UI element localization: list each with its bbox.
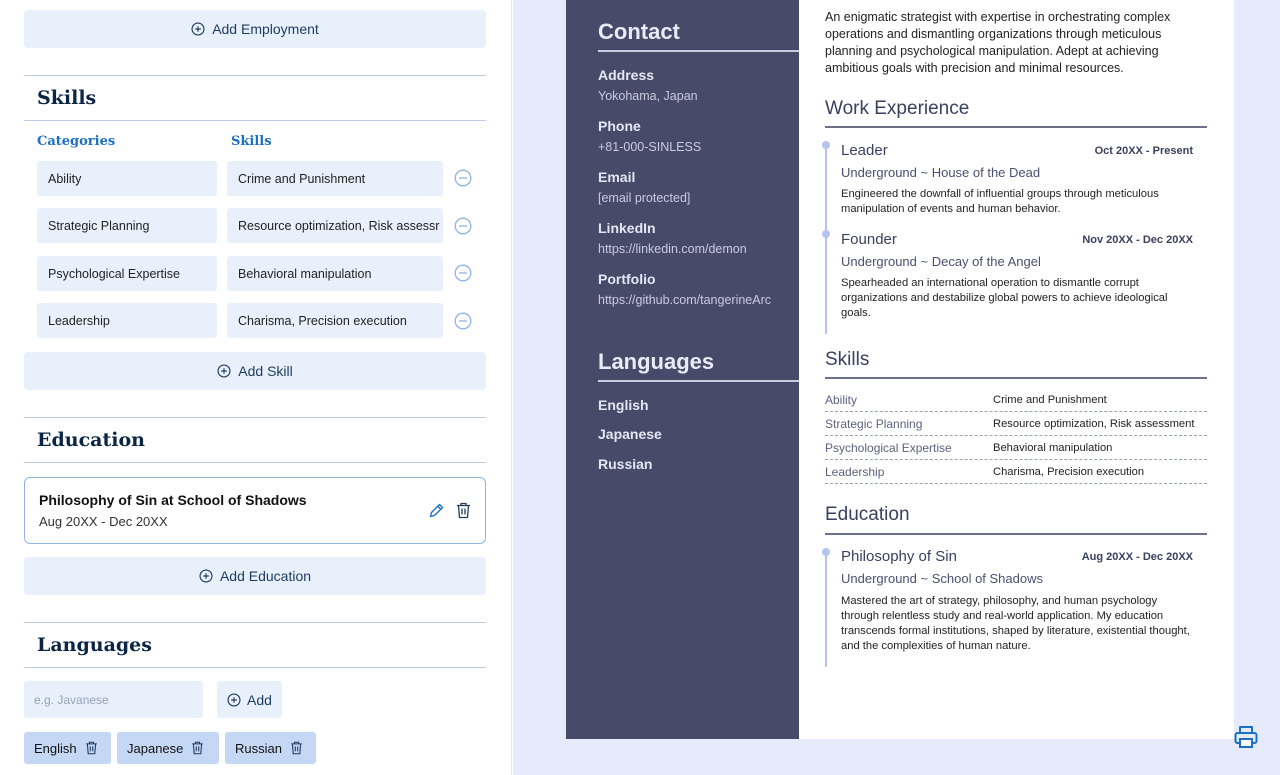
add-education-button[interactable] (24, 557, 486, 595)
language-item: English (598, 397, 649, 413)
linkedin-value[interactable]: https://linkedin.com/demon (598, 242, 747, 256)
skill-category: Ability (825, 393, 858, 407)
plus-circle-icon (191, 22, 205, 36)
skill-values-field[interactable]: Resource optimization, Risk assessr (227, 208, 443, 243)
add-employment-label: Add Employment (212, 21, 319, 37)
language-item: Russian (598, 456, 653, 472)
education-card-dates: Aug 20XX - Dec 20XX (39, 514, 168, 529)
add-employment-button[interactable] (24, 10, 486, 48)
resume-sidebar (566, 0, 799, 739)
contact-heading: Contact (598, 19, 680, 44)
languages-heading: Languages (598, 349, 715, 374)
education-timeline (825, 550, 827, 667)
minus-circle-icon[interactable] (454, 169, 472, 187)
work-divider (825, 126, 1207, 128)
skill-row (825, 388, 1207, 412)
resume-editor-panel (0, 0, 512, 775)
address-value: Yokohama, Japan (598, 89, 698, 103)
education-heading: Education (825, 504, 910, 525)
language-item: Japanese (598, 426, 662, 442)
skill-values: Crime and Punishment (993, 394, 1107, 406)
skill-row (825, 436, 1207, 460)
add-skill-button[interactable] (24, 352, 486, 390)
skills-column-label: Skills (231, 134, 272, 149)
education-heading: Education (37, 429, 145, 451)
trash-icon[interactable] (191, 741, 204, 755)
skill-category: Strategic Planning (825, 417, 923, 431)
resume-page (566, 0, 1234, 739)
skill-row (825, 412, 1207, 436)
skill-category-field[interactable]: Ability (37, 161, 217, 196)
language-chip-label: Russian (235, 740, 282, 756)
job-company: Underground ~ Decay of the Angel (841, 254, 1041, 269)
pencil-icon[interactable] (428, 502, 445, 519)
job-description: Spearheaded an international operation to dismantle corrupt organizations and destabilize global powers to achieve ideological goals. (841, 277, 1168, 319)
phone-value: +81-000-SINLESS (598, 140, 702, 154)
add-language-button[interactable] (217, 681, 282, 718)
address-label: Address (598, 67, 655, 83)
job-dates: Nov 20XX - Dec 20XX (1082, 234, 1193, 246)
trash-icon[interactable] (290, 741, 303, 755)
languages-heading: Languages (37, 634, 152, 656)
job-title: Leader (841, 142, 888, 159)
skill-category: Leadership (825, 465, 885, 479)
skill-values: Behavioral manipulation (993, 442, 1113, 454)
skill-values: Charisma, Precision execution (993, 466, 1145, 478)
plus-circle-icon (227, 693, 241, 707)
timeline-dot (822, 548, 830, 556)
skills-heading: Skills (37, 87, 97, 109)
skill-category-field[interactable]: Leadership (37, 303, 217, 338)
language-chip (225, 732, 316, 764)
add-language-label: Add (247, 691, 272, 708)
education-title: Philosophy of Sin (841, 548, 957, 565)
skill-values-field[interactable]: Crime and Punishment (227, 161, 443, 196)
linkedin-label: LinkedIn (598, 220, 656, 236)
skill-values-field[interactable]: Behavioral manipulation (227, 256, 443, 291)
summary-text: An enigmatic strategist with expertise in orchestrating complex operations and dismantling organizations through meticulous planning and psychological manipulation. Adept at achieving ambitious goals with precision and minimal resources. (825, 10, 1171, 75)
language-chip (117, 732, 219, 764)
trash-icon[interactable] (85, 741, 98, 755)
trash-icon[interactable] (456, 502, 471, 519)
job-description: Engineered the downfall of influential groups through meticulous manipulation of events and human behavior. (841, 188, 1159, 215)
email-label: Email (598, 169, 636, 185)
education-dates: Aug 20XX - Dec 20XX (1081, 551, 1193, 563)
minus-circle-icon[interactable] (454, 264, 472, 282)
skill-values-field[interactable]: Charisma, Precision execution (227, 303, 443, 338)
minus-circle-icon[interactable] (454, 217, 472, 235)
education-description: Mastered the art of strategy, philosophy, and human psychology through relentless study and real-world application. My education transcends formal institutions, shaped by literature, existential thought, and the complexities of human nature. (841, 595, 1190, 652)
education-divider (825, 533, 1207, 535)
language-chip-label: Japanese (127, 740, 184, 756)
skills-divider (825, 377, 1207, 379)
language-input[interactable] (24, 681, 203, 718)
contact-divider (598, 50, 799, 52)
skill-category-field[interactable]: Strategic Planning (37, 208, 217, 243)
categories-column-label: Categories (37, 134, 116, 149)
plus-circle-icon (199, 569, 213, 583)
timeline-dot (822, 230, 830, 238)
skills-heading: Skills (825, 349, 870, 370)
education-card[interactable] (24, 477, 486, 544)
add-education-label: Add Education (219, 568, 312, 584)
job-dates: Oct 20XX - Present (1094, 145, 1193, 157)
language-chip-label: English (34, 740, 77, 756)
skill-category-field[interactable]: Psychological Expertise (37, 256, 217, 291)
work-experience-heading: Work Experience (825, 98, 970, 119)
job-company: Underground ~ House of the Dead (841, 165, 1041, 180)
plus-circle-icon (217, 364, 231, 378)
education-card-title: Philosophy of Sin at School of Shadows (39, 492, 307, 508)
printer-icon[interactable] (1233, 724, 1259, 750)
portfolio-value[interactable]: https://github.com/tangerineArc (598, 293, 772, 307)
job-title: Founder (841, 231, 897, 248)
language-chip (24, 732, 111, 764)
add-skill-label: Add Skill (238, 363, 293, 379)
education-school: Underground ~ School of Shadows (841, 571, 1043, 586)
phone-label: Phone (598, 118, 641, 134)
skills-section-header (24, 75, 486, 121)
skill-values: Resource optimization, Risk assessment (993, 418, 1195, 430)
skill-category: Psychological Expertise (825, 441, 952, 455)
languages-divider (598, 380, 799, 382)
minus-circle-icon[interactable] (454, 312, 472, 330)
languages-section-header (24, 622, 486, 668)
email-value: [email protected] (598, 191, 691, 205)
timeline-dot (822, 141, 830, 149)
work-timeline (825, 143, 827, 334)
skill-row (825, 460, 1207, 484)
education-section-header (24, 417, 486, 463)
resume-preview-area (513, 0, 1280, 775)
portfolio-label: Portfolio (598, 271, 656, 287)
